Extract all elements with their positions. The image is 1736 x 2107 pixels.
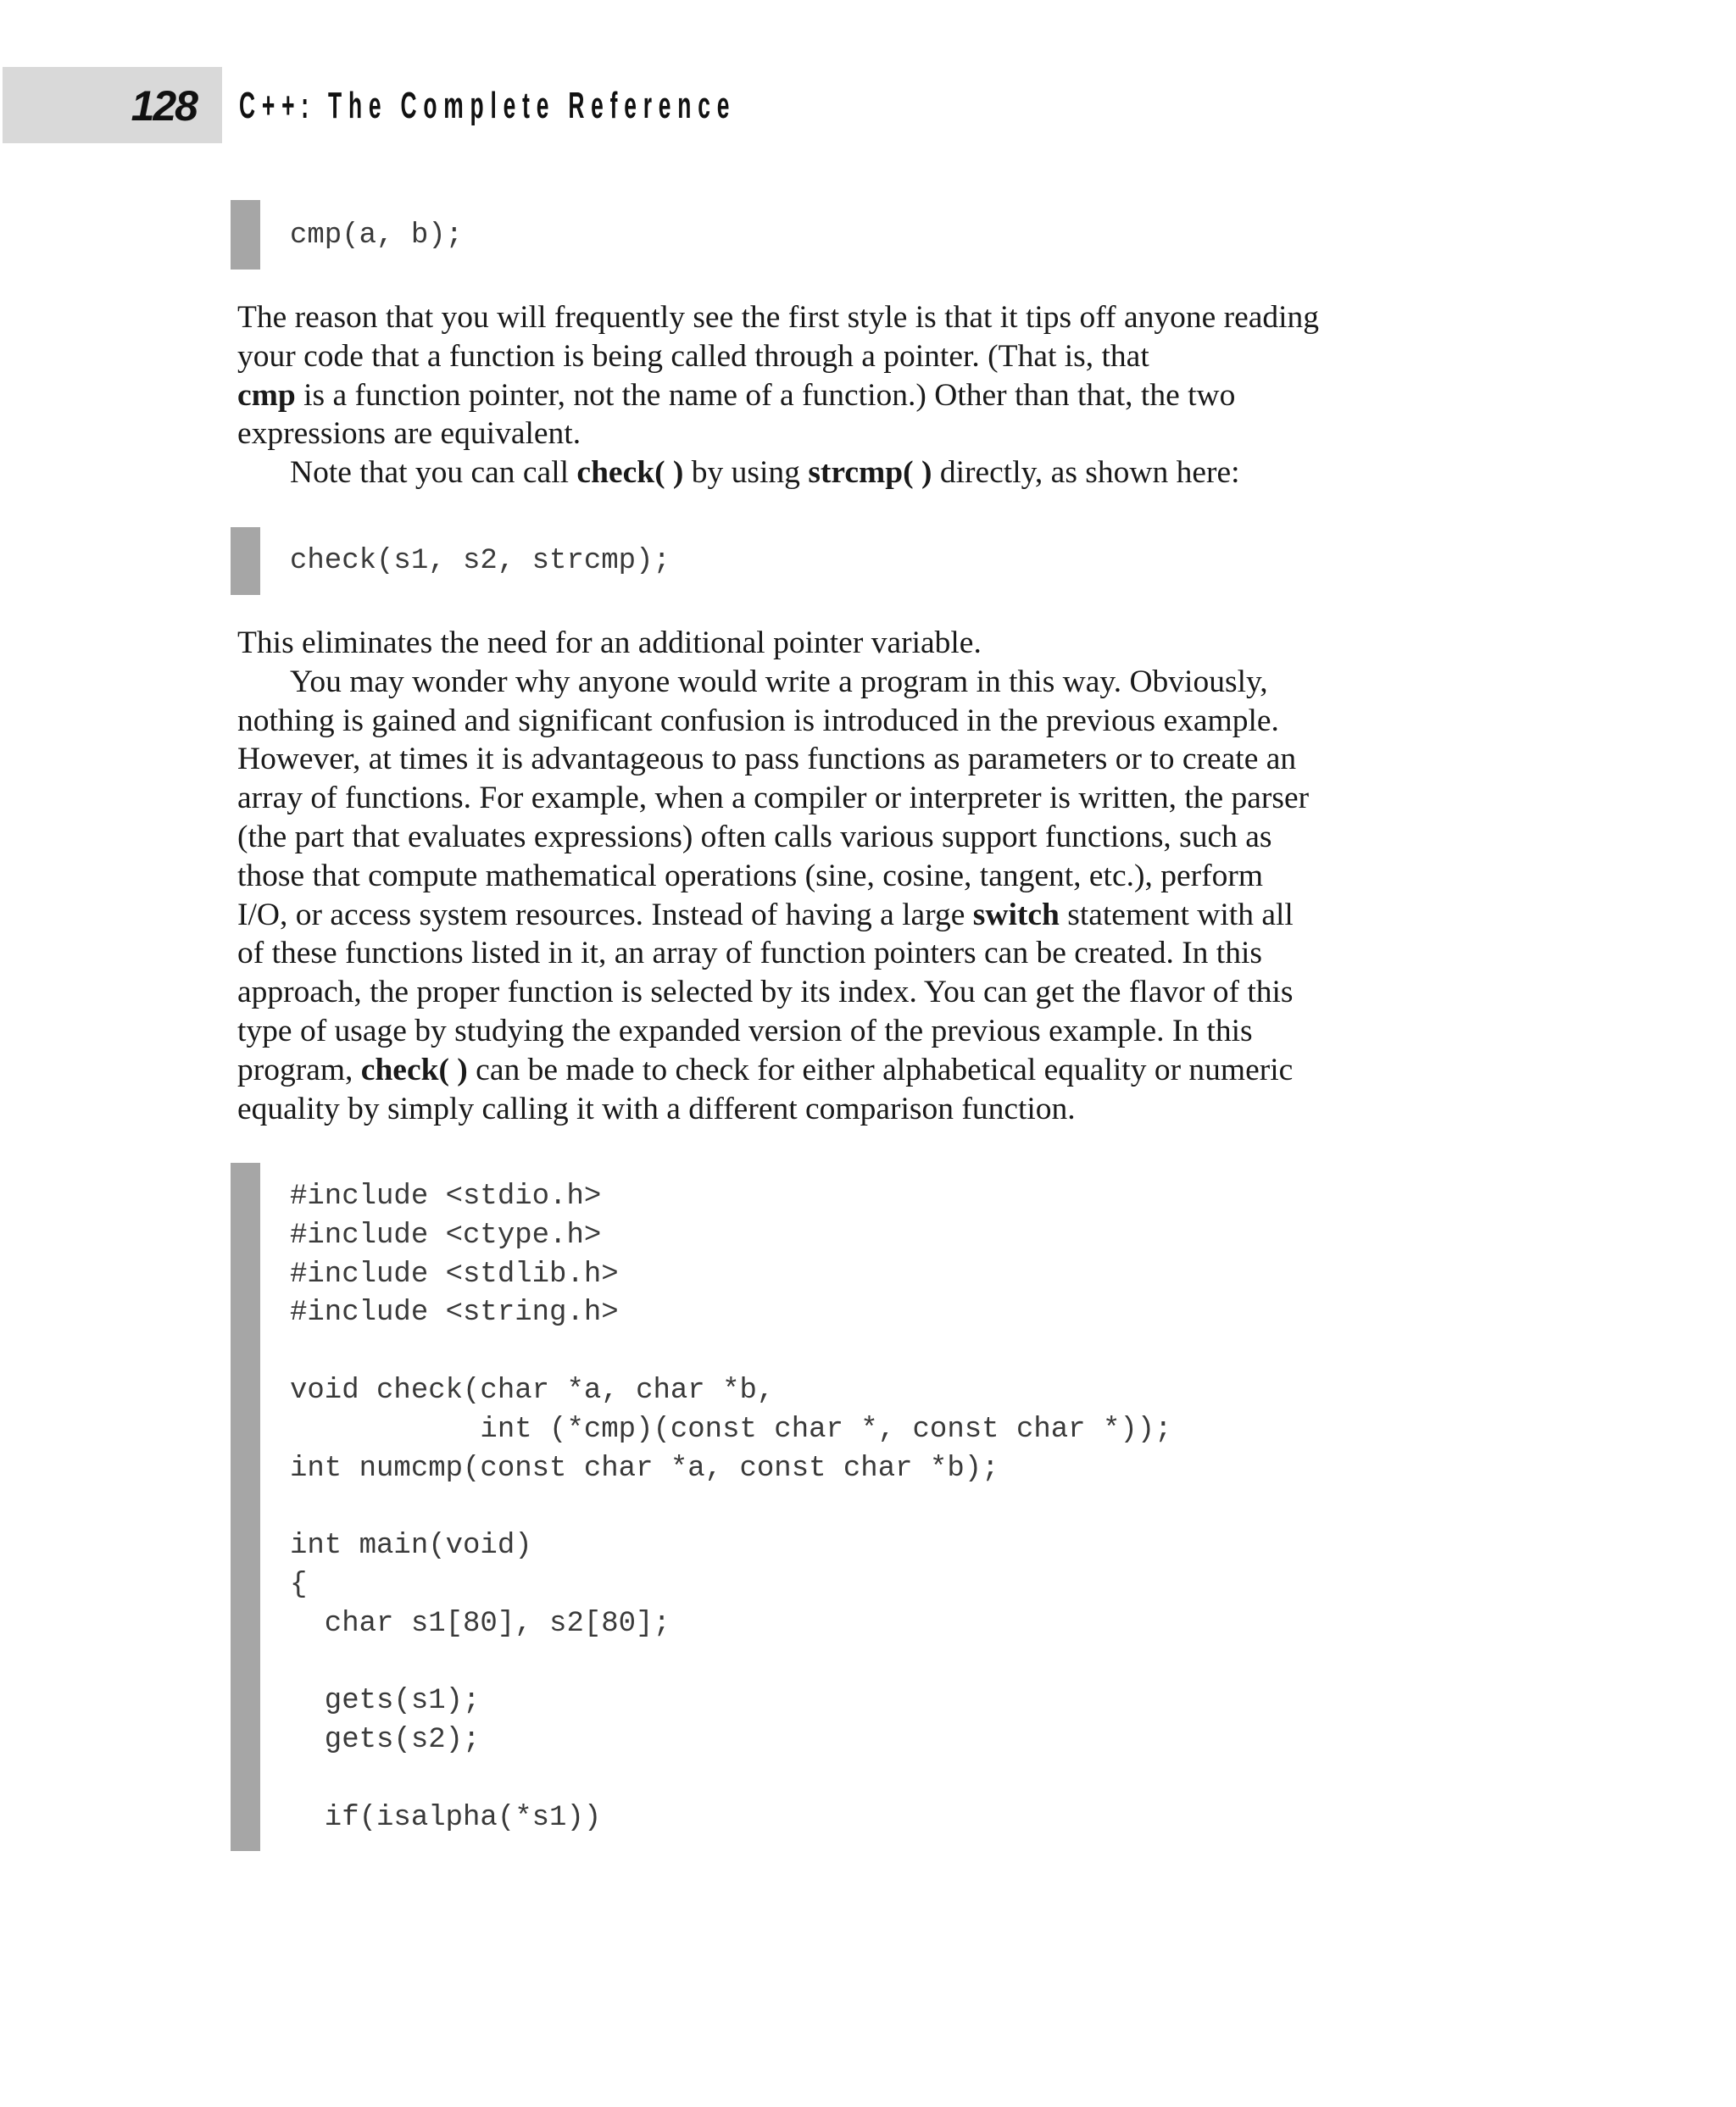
text-run: statement with all xyxy=(1059,897,1294,932)
text-line xyxy=(237,376,1483,415)
text-line xyxy=(237,663,1483,702)
text-line xyxy=(237,453,1483,492)
text-line xyxy=(237,818,1483,857)
text-run: Note that you can call xyxy=(290,455,577,491)
code-line: #include <string.h> xyxy=(290,1297,619,1330)
code-line: char s1[80], s2[80]; xyxy=(290,1607,670,1640)
code-line: void check(char *a, char *b, xyxy=(290,1374,775,1407)
code-line: int main(void) xyxy=(290,1530,532,1563)
code-line xyxy=(290,1760,1172,1799)
code-line: #include <ctype.h> xyxy=(290,1219,602,1252)
code-line: gets(s2); xyxy=(290,1724,481,1757)
text-line xyxy=(237,702,1483,741)
text-run: I/O, or access system resources. Instead of having a large xyxy=(237,897,973,932)
code-line xyxy=(290,1644,1172,1683)
page-number: 128 xyxy=(131,82,197,130)
text-line xyxy=(237,857,1483,896)
code-block-2 xyxy=(290,542,670,581)
text-line xyxy=(237,298,1483,337)
code-line: #include <stdlib.h> xyxy=(290,1258,619,1291)
text-line xyxy=(237,1090,1483,1129)
text-run: your code that a function is being called through a pointer. (That is, that xyxy=(237,338,1149,374)
text-run: program, xyxy=(237,1052,361,1087)
text-run: by using xyxy=(683,455,809,491)
code-line: #include <stdio.h> xyxy=(290,1181,602,1213)
text-line xyxy=(237,1051,1483,1090)
text-run: expressions are equivalent. xyxy=(237,416,581,452)
paragraph-1 xyxy=(237,298,1483,492)
text-line xyxy=(237,896,1483,935)
text-run: This eliminates the need for an additional pointer variable. xyxy=(237,625,982,660)
code-line: gets(s1); xyxy=(290,1685,481,1718)
text-run: can be made to check for either alphabetical equality or numeric xyxy=(467,1052,1294,1087)
text-run: type of usage by studying the expanded version of the previous example. In this xyxy=(237,1013,1253,1048)
code-line: { xyxy=(290,1568,308,1601)
text-line xyxy=(237,414,1483,453)
text-line xyxy=(237,740,1483,779)
text-run: is a function pointer, not the name of a function.) Other than that, the two xyxy=(295,377,1236,413)
text-run: array of functions. For example, when a compiler or interpreter is written, the parser xyxy=(237,781,1310,816)
text-run: nothing is gained and significant confusion is introduced in the previous example. xyxy=(237,703,1279,738)
bold-term: check( ) xyxy=(576,455,684,491)
text-run: directly, as shown here: xyxy=(932,455,1240,491)
code-line xyxy=(290,1488,1172,1527)
code-line: int (*cmp)(const char *, const char *)); xyxy=(290,1413,1172,1446)
code-line xyxy=(290,1333,1172,1372)
text-line xyxy=(237,779,1483,818)
paragraph-2 xyxy=(237,624,1483,1128)
code-block-bar xyxy=(231,200,260,270)
bold-term: strcmp( ) xyxy=(808,455,932,491)
code-block-bar xyxy=(231,1163,260,1851)
page-number-tab xyxy=(3,67,222,143)
text-run: those that compute mathematical operations (sine, cosine, tangent, etc.), perform xyxy=(237,858,1263,893)
text-run: equality by simply calling it with a different comparison function. xyxy=(237,1091,1076,1126)
text-run: approach, the proper function is selected by its index. You can get the flavor of this xyxy=(237,975,1294,1010)
code-line: cmp(a, b); xyxy=(290,220,464,252)
text-line xyxy=(237,624,1483,663)
text-line xyxy=(237,1012,1483,1051)
bold-term: switch xyxy=(972,897,1060,932)
text-run: The reason that you will frequently see the first style is that it tips off anyone reading xyxy=(237,300,1320,335)
code-block-bar xyxy=(231,527,260,595)
code-block-1 xyxy=(290,217,463,256)
code-line: if(isalpha(*s1)) xyxy=(290,1801,602,1834)
code-line: check(s1, s2, strcmp); xyxy=(290,545,670,577)
text-line xyxy=(237,337,1483,376)
text-line xyxy=(237,934,1483,973)
code-block-3 xyxy=(290,1178,1172,1838)
text-run: You may wonder why anyone would write a program in this way. Obviously, xyxy=(290,664,1268,699)
text-line xyxy=(237,973,1483,1012)
bold-term: check( ) xyxy=(360,1052,468,1087)
text-run: (the part that evaluates expressions) often calls various support functions, such as xyxy=(237,819,1272,854)
text-run: However, at times it is advantageous to pass functions as parameters or to create an xyxy=(237,742,1297,777)
running-header-title: C++: The Complete Reference xyxy=(239,85,737,126)
code-line: int numcmp(const char *a, const char *b); xyxy=(290,1452,999,1485)
bold-term: cmp xyxy=(237,377,296,413)
text-run: of these functions listed in it, an array of function pointers can be created. In this xyxy=(237,936,1262,971)
